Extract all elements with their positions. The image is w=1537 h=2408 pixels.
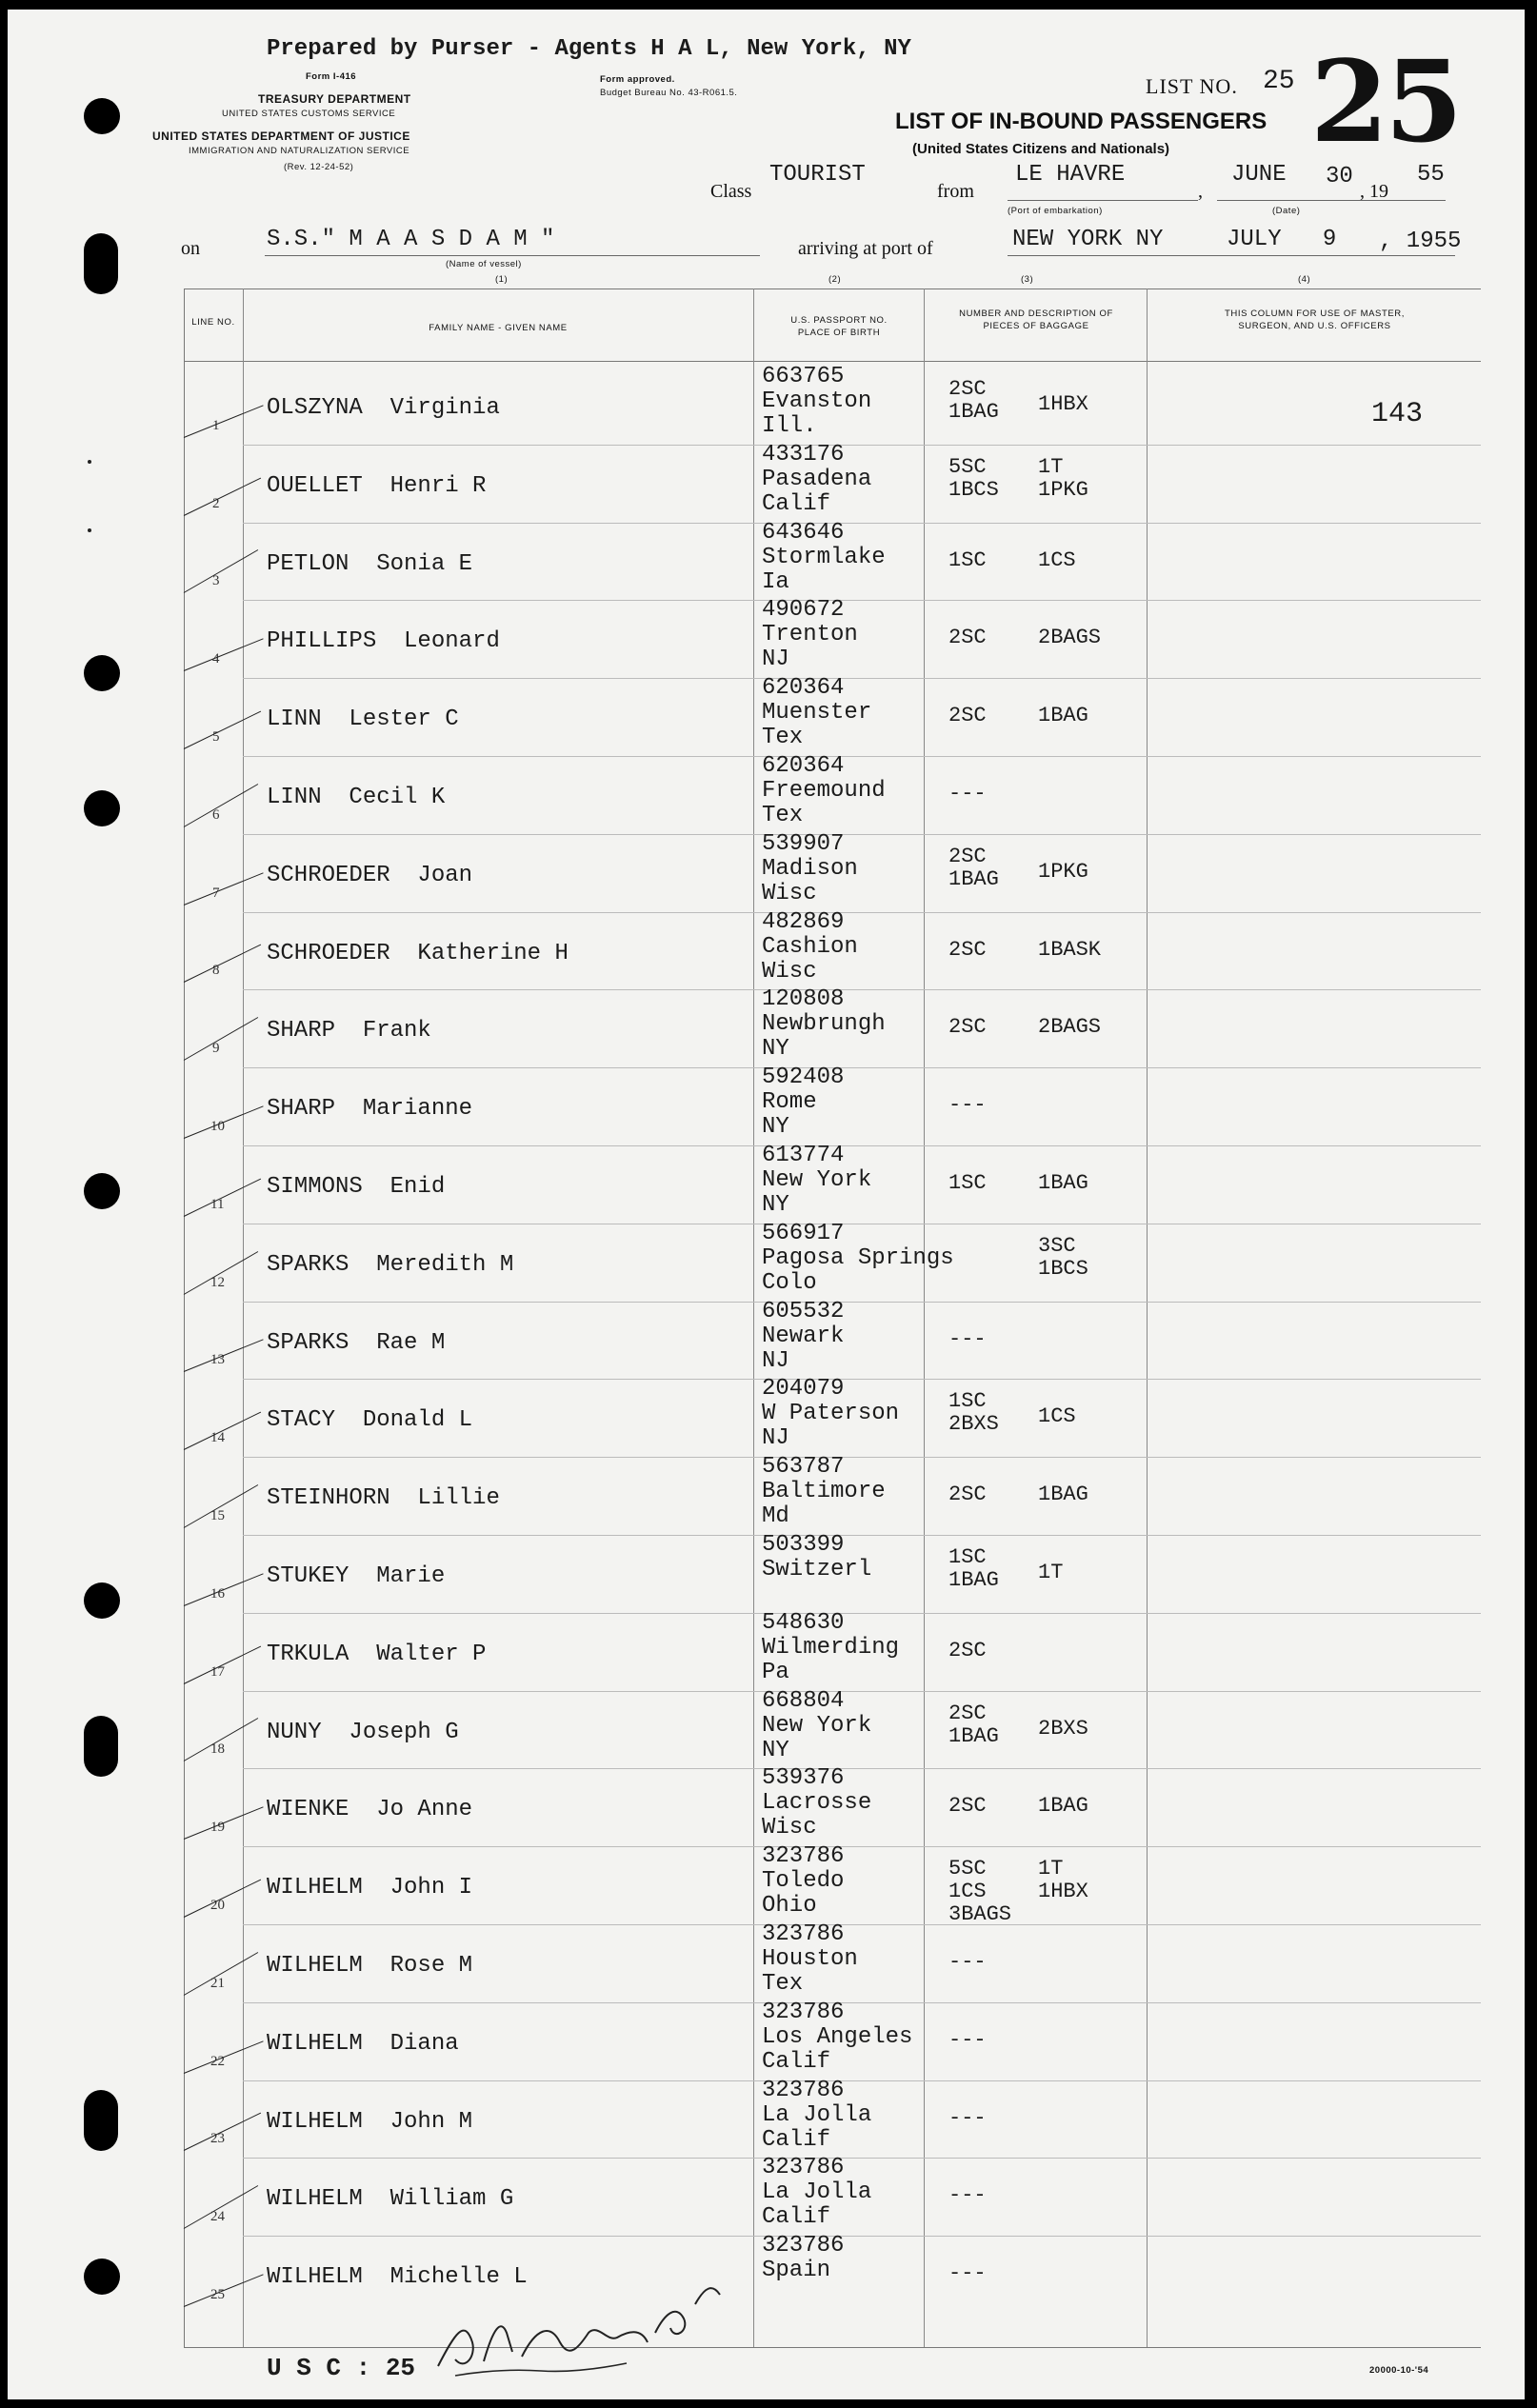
baggage-item: 3SC [1038, 1233, 1076, 1258]
place-of-birth: Pasadena [762, 466, 872, 492]
line-number: 8 [212, 963, 220, 979]
passport-number: 563787 [762, 1454, 845, 1481]
arrival-date: JULY 9 [1227, 227, 1337, 252]
baggage-item: 5SC [948, 1857, 987, 1881]
passport-number: 548630 [762, 1609, 845, 1636]
rule [1008, 200, 1198, 201]
passport-number: 120808 [762, 986, 845, 1013]
place-of-birth: Cashion [762, 933, 858, 960]
col-header-line-no: LINE NO. [191, 317, 235, 328]
col-marker-1: (1) [495, 274, 509, 285]
place-of-birth: Tex [762, 1971, 804, 1997]
place-of-birth: Calif [762, 2048, 831, 2075]
rule [1008, 255, 1455, 256]
place-of-birth: Tex [762, 725, 804, 751]
line-number: 4 [212, 651, 220, 667]
comma: , [1198, 181, 1203, 202]
baggage-item: --- [948, 2105, 987, 2130]
passport-number: 663765 [762, 364, 845, 389]
passport-number: 323786 [762, 1843, 845, 1870]
check-mark [184, 784, 258, 827]
passenger-name: SIMMONS Enid [267, 1174, 446, 1200]
dept-justice: UNITED STATES DEPARTMENT OF JUSTICE [152, 129, 410, 143]
port-embark-caption: (Port of embarkation) [1008, 206, 1103, 216]
place-of-birth: Muenster [762, 700, 872, 726]
list-subtitle: (United States Citizens and Nationals) [912, 141, 1170, 157]
rule [265, 255, 760, 256]
class-label: Class [710, 181, 752, 202]
place-of-birth: Rome [762, 1089, 817, 1116]
passport-number: 323786 [762, 1921, 845, 1947]
place-of-birth: Los Angeles [762, 2023, 913, 2050]
place-of-birth: NY [762, 1114, 789, 1141]
baggage-item: 1T [1038, 454, 1064, 479]
baggage-item: 2SC [948, 1015, 987, 1040]
col-header-officers: THIS COLUMN FOR USE OF MASTER, SURGEON, AND U.S. OFFICERS [1224, 308, 1405, 331]
col-header-name: FAMILY NAME - GIVEN NAME [429, 323, 568, 333]
place-of-birth: W Paterson [762, 1401, 900, 1427]
place-of-birth: Evanston [762, 388, 872, 414]
baggage-item: 2SC [948, 1794, 987, 1819]
place-of-birth: Stormlake [762, 544, 886, 570]
place-of-birth: Baltimore [762, 1479, 886, 1505]
baggage-item: 1BAG [948, 866, 999, 891]
passport-number: 433176 [762, 441, 845, 468]
check-mark [184, 639, 264, 672]
form-number: Form I-416 [306, 71, 357, 82]
place-of-birth: Ill. [762, 413, 817, 439]
baggage-item: 2SC [948, 704, 987, 728]
binder-hole [84, 233, 118, 294]
passenger-name: OUELLET Henri R [267, 472, 487, 499]
baggage-item: --- [948, 1093, 987, 1118]
table-row [8, 1532, 1525, 1613]
passport-number: 323786 [762, 2233, 845, 2259]
place-of-birth: La Jolla [762, 2101, 872, 2128]
baggage-item: 1BAG [948, 1723, 999, 1748]
passenger-name: PETLON Sonia E [267, 550, 473, 577]
baggage-item: 2SC [948, 1701, 987, 1725]
baggage-item: 2BXS [948, 1412, 999, 1437]
place-of-birth: NY [762, 1036, 789, 1063]
line-number: 16 [210, 1585, 225, 1602]
passenger-name: SPARKS Rae M [267, 1329, 446, 1356]
passenger-name: STACY Donald L [267, 1407, 473, 1434]
line-number: 10 [210, 1118, 225, 1134]
table-row [8, 364, 1525, 445]
dept-customs: UNITED STATES CUSTOMS SERVICE [222, 109, 396, 119]
passport-number: 668804 [762, 1687, 845, 1714]
baggage-item: 2SC [948, 1483, 987, 1507]
table-row [8, 519, 1525, 601]
place-of-birth: La Jolla [762, 2179, 872, 2206]
place-of-birth: NJ [762, 1347, 789, 1374]
place-of-birth: Calif [762, 2126, 831, 2153]
col-marker-4: (4) [1298, 274, 1311, 285]
dept-treasury: TREASURY DEPARTMENT [258, 92, 411, 106]
place-of-birth: New York [762, 1167, 872, 1193]
passport-number: 620364 [762, 753, 845, 779]
baggage-item: 1T [1038, 1857, 1064, 1881]
arriving-label: arriving at port of [798, 238, 933, 259]
baggage-item: 1SC [948, 1545, 987, 1569]
baggage-item: 1PKG [1038, 859, 1088, 884]
budget-bureau: Budget Bureau No. 43-R061.5. [600, 88, 738, 98]
from-value: LE HAVRE [1015, 162, 1126, 188]
baggage-item: 1BAG [1038, 704, 1088, 728]
passport-number: 503399 [762, 1532, 845, 1558]
dept-immigration: IMMIGRATION AND NATURALIZATION SERVICE [189, 146, 410, 156]
table-row [8, 675, 1525, 756]
passport-number: 323786 [762, 2077, 845, 2103]
col-header-baggage: NUMBER AND DESCRIPTION OF PIECES OF BAGGAGE [959, 308, 1113, 331]
prepared-by: Prepared by Purser - Agents H A L, New York, NY [267, 36, 911, 62]
check-mark [184, 872, 264, 905]
table-row [8, 1376, 1525, 1457]
place-of-birth: Wisc [762, 1815, 817, 1841]
baggage-item: 2BAGS [1038, 626, 1102, 650]
passenger-name: SPARKS Meredith M [267, 1251, 514, 1278]
big-list-number: 25 [1310, 35, 1460, 168]
table-row [8, 1765, 1525, 1846]
passenger-name: WILHELM Michelle L [267, 2264, 528, 2291]
baggage-item: 1BCS [948, 477, 999, 502]
table-row [8, 1921, 1525, 2002]
line-number: 12 [210, 1274, 225, 1290]
passport-number: 620364 [762, 675, 845, 702]
line-number: 11 [210, 1196, 225, 1212]
table-row [8, 986, 1525, 1067]
baggage-item: --- [948, 2183, 987, 2208]
passenger-name: WILHELM John I [267, 1875, 473, 1901]
arrival-year: , 1955 [1379, 229, 1462, 254]
baggage-item: --- [948, 2027, 987, 2052]
place-of-birth: Trenton [762, 622, 858, 648]
place-of-birth: Wisc [762, 958, 817, 985]
place-of-birth: Newark [762, 1323, 845, 1349]
passport-number: 539907 [762, 830, 845, 857]
header-bottom-rule [184, 361, 1481, 362]
table-row [8, 830, 1525, 912]
table-row [8, 753, 1525, 834]
passport-number: 566917 [762, 1220, 845, 1246]
place-of-birth: Newbrungh [762, 1011, 886, 1038]
passenger-name: PHILLIPS Leonard [267, 628, 500, 655]
place-of-birth: Pagosa Springs [762, 1244, 954, 1271]
baggage-item: --- [948, 2261, 987, 2286]
place-of-birth: Calif [762, 490, 831, 517]
passenger-name: SHARP Marianne [267, 1096, 473, 1123]
baggage-item: 2BAGS [1038, 1015, 1102, 1040]
passenger-name: SCHROEDER Joan [267, 862, 473, 888]
line-number: 18 [210, 1741, 225, 1758]
on-label: on [181, 238, 200, 259]
table-row [8, 1687, 1525, 1769]
place-of-birth: Ohio [762, 1893, 817, 1920]
baggage-item: 1PKG [1038, 477, 1088, 502]
line-number: 13 [210, 1352, 225, 1368]
baggage-item: 3BAGS [948, 1902, 1012, 1927]
passport-number: 323786 [762, 1999, 845, 2025]
baggage-item: 1T [1038, 1561, 1064, 1584]
baggage-item: --- [948, 1326, 987, 1351]
line-number: 20 [210, 1897, 225, 1913]
passport-number: 539376 [762, 1765, 845, 1792]
baggage-item: --- [948, 782, 987, 806]
passport-number: 605532 [762, 1298, 845, 1324]
baggage-item: 1SC [948, 547, 987, 572]
baggage-item: 2SC [948, 626, 987, 650]
officer-signature [427, 2238, 788, 2380]
baggage-item: 5SC [948, 454, 987, 479]
list-title: LIST OF IN-BOUND PASSENGERS [895, 109, 1268, 134]
place-of-birth: Md [762, 1503, 789, 1530]
table-row [8, 2155, 1525, 2236]
line-number: 25 [210, 2286, 225, 2302]
passenger-name: SHARP Frank [267, 1018, 431, 1045]
passport-number: 482869 [762, 908, 845, 935]
passenger-name: WIENKE Jo Anne [267, 1797, 473, 1823]
baggage-item: 1BCS [1038, 1256, 1088, 1281]
officer-annotation: 143 [1371, 398, 1424, 430]
line-number: 15 [210, 1507, 225, 1523]
place-of-birth: NY [762, 1192, 789, 1218]
passport-number: 204079 [762, 1376, 845, 1403]
line-number: 5 [212, 728, 220, 745]
table-row [8, 1454, 1525, 1535]
passenger-name: TRKULA Walter P [267, 1641, 487, 1667]
form-revision: (Rev. 12-24-52) [284, 162, 354, 172]
passport-number: 592408 [762, 1065, 845, 1091]
place-of-birth: Pa [762, 1659, 789, 1685]
place-of-birth: Ia [762, 568, 789, 595]
table-row [8, 441, 1525, 523]
place-of-birth: Calif [762, 2204, 831, 2231]
table-row [8, 2077, 1525, 2159]
baggage-item: 1BAG [1038, 1171, 1088, 1195]
line-number: 17 [210, 1663, 225, 1680]
baggage-item: --- [948, 1950, 987, 1974]
line-number: 22 [210, 2053, 225, 2069]
place-of-birth: NJ [762, 1425, 789, 1452]
usc-total: U S C : 25 [267, 2354, 416, 2382]
line-number: 3 [212, 573, 220, 589]
baggage-item: 1BAG [1038, 1483, 1088, 1507]
line-number: 9 [212, 1041, 220, 1057]
date-day: 30 [1326, 164, 1353, 189]
check-mark [184, 945, 261, 983]
passenger-name: WILHELM Rose M [267, 1953, 473, 1979]
line-number: 2 [212, 495, 220, 511]
baggage-item: 1SC [948, 1389, 987, 1414]
table-row [8, 908, 1525, 990]
place-of-birth: Houston [762, 1946, 858, 1972]
table-row [8, 1843, 1525, 1927]
class-value: TOURIST [769, 162, 866, 188]
passenger-name: OLSZYNA Virginia [267, 395, 500, 421]
check-mark [184, 549, 258, 593]
baggage-item: 2SC [948, 1638, 987, 1662]
place-of-birth: NY [762, 1737, 789, 1763]
baggage-item: 1BAG [948, 1568, 999, 1592]
list-no-value: 25 [1263, 67, 1295, 96]
passport-number: 323786 [762, 2155, 845, 2181]
line-number: 24 [210, 2209, 225, 2225]
line-number: 14 [210, 1430, 225, 1446]
table-row [8, 1067, 1525, 1145]
table-row [8, 1298, 1525, 1380]
baggage-item: 1BASK [1038, 937, 1102, 962]
date-year-prefix: , 19 [1360, 181, 1388, 202]
baggage-item: 1HBX [1038, 392, 1088, 416]
passenger-name: LINN Cecil K [267, 785, 446, 810]
vessel-caption: (Name of vessel) [446, 259, 522, 269]
passenger-name: WILHELM John M [267, 2108, 473, 2135]
line-number: 23 [210, 2131, 225, 2147]
table-bottom-rule [184, 2347, 1481, 2348]
place-of-birth: NJ [762, 647, 789, 673]
line-number: 6 [212, 806, 220, 823]
line-number: 7 [212, 885, 220, 901]
baggage-item: 2SC [948, 844, 987, 868]
manifest-page [8, 10, 1525, 2399]
passenger-name: WILHELM Diana [267, 2030, 459, 2057]
place-of-birth: Switzerl [762, 1557, 872, 1582]
binder-hole [84, 98, 120, 134]
baggage-item: 1BAG [948, 400, 999, 424]
date-caption: (Date) [1272, 206, 1301, 216]
check-mark [184, 477, 261, 515]
place-of-birth: New York [762, 1712, 872, 1739]
place-of-birth: Toledo [762, 1868, 845, 1895]
from-label: from [937, 181, 974, 202]
check-mark [184, 711, 261, 749]
passenger-name: STUKEY Marie [267, 1563, 446, 1589]
baggage-item: 1CS [1038, 547, 1076, 572]
vessel-name: S.S." M A A S D A M " [267, 227, 555, 252]
date-year-suffix: 55 [1417, 162, 1445, 188]
date-month: JUNE [1231, 162, 1287, 188]
place-of-birth: Wilmerding [762, 1634, 900, 1661]
table-row [8, 1999, 1525, 2080]
baggage-item: 1SC [948, 1171, 987, 1195]
table-row [8, 597, 1525, 678]
check-mark [184, 1017, 258, 1061]
passenger-name: WILHELM William G [267, 2186, 514, 2213]
baggage-item: 1CS [948, 1880, 987, 1904]
passport-number: 490672 [762, 597, 845, 624]
col-header-passport: U.S. PASSPORT NO. PLACE OF BIRTH [790, 315, 888, 338]
place-of-birth: Madison [762, 855, 858, 882]
passenger-name: NUNY Joseph G [267, 1719, 459, 1745]
place-of-birth: Spain [762, 2258, 831, 2284]
passenger-name: STEINHORN Lillie [267, 1485, 500, 1512]
passenger-name: LINN Lester C [267, 706, 459, 733]
col-marker-2: (2) [828, 274, 842, 285]
passenger-name: SCHROEDER Katherine H [267, 940, 569, 966]
place-of-birth: Lacrosse [762, 1790, 872, 1817]
arrival-port: NEW YORK NY [1012, 227, 1164, 252]
table-row [8, 1145, 1525, 1224]
baggage-item: 1CS [1038, 1404, 1076, 1429]
table-row [8, 1609, 1525, 1691]
place-of-birth: Freemound [762, 778, 886, 804]
baggage-item: 1BAG [1038, 1794, 1088, 1819]
place-of-birth: Tex [762, 803, 804, 828]
baggage-item: 2SC [948, 377, 987, 401]
baggage-item: 2SC [948, 937, 987, 962]
check-mark [184, 405, 264, 438]
rule [1217, 200, 1446, 201]
place-of-birth: Colo [762, 1269, 817, 1296]
baggage-item: 1HBX [1038, 1880, 1088, 1904]
print-code: 20000-10-'54 [1369, 2365, 1429, 2376]
line-number: 1 [212, 417, 220, 433]
line-number: 21 [210, 1975, 225, 1991]
place-of-birth: Wisc [762, 880, 817, 906]
form-approved: Form approved. [600, 74, 675, 85]
baggage-item: 2BXS [1038, 1716, 1088, 1741]
passport-number: 643646 [762, 519, 845, 546]
col-marker-3: (3) [1021, 274, 1034, 285]
line-number: 19 [210, 1820, 225, 1836]
table-row [8, 1220, 1525, 1302]
list-no-label: LIST NO. [1146, 74, 1238, 98]
passport-number: 613774 [762, 1143, 845, 1168]
